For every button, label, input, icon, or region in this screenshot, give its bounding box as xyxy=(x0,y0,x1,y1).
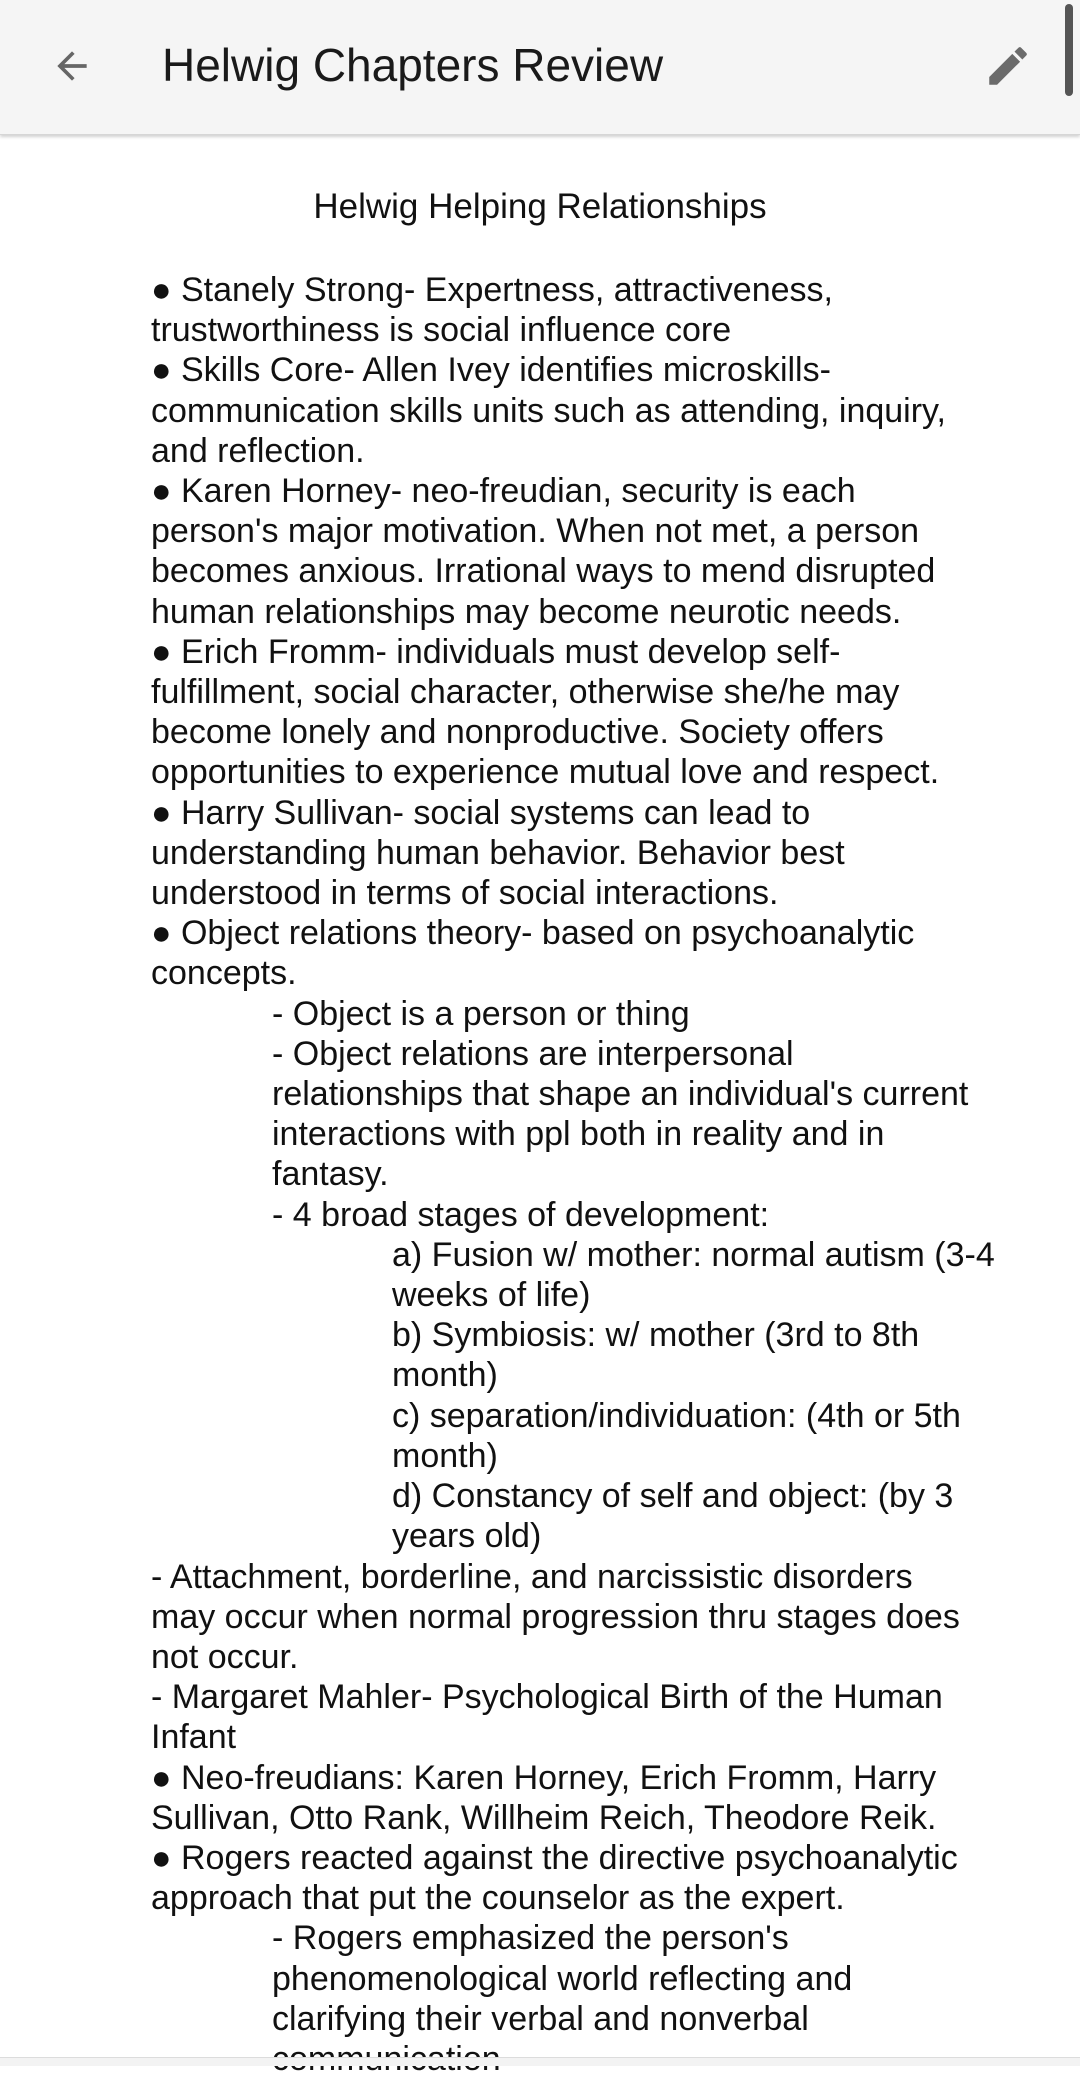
document-line: ● Harry Sullivan- social systems can lead to xyxy=(151,793,811,832)
document-line: interactions with ppl both in reality and in xyxy=(272,1115,885,1154)
document-line: phenomenological world reflecting and xyxy=(272,1959,853,1998)
document-line: may occur when normal progression thru stages does xyxy=(151,1597,960,1636)
document-body xyxy=(0,135,1080,2055)
arrow-back-icon xyxy=(50,44,94,88)
document-line: fantasy. xyxy=(272,1155,389,1194)
document-line: communication skills units such as attending, inquiry, xyxy=(151,391,946,430)
document-heading: Helwig Helping Relationships xyxy=(313,187,767,226)
document-line: person's major motivation. When not met, a person xyxy=(151,512,920,551)
document-line: a) Fusion w/ mother: normal autism (3-4 xyxy=(392,1235,995,1274)
document-line: weeks of life) xyxy=(392,1276,591,1315)
document-line: trustworthiness is social influence core xyxy=(151,311,732,350)
bottom-edge xyxy=(0,2057,1080,2066)
pencil-icon xyxy=(983,41,1033,91)
document-line: not occur. xyxy=(151,1637,299,1676)
document-line: ● Object relations theory- based on psychoanalytic xyxy=(151,914,915,953)
document-line: Infant xyxy=(151,1718,237,1757)
document-line: ● Rogers reacted against the directive psychoanalytic xyxy=(151,1838,958,1877)
edit-button[interactable] xyxy=(970,28,1046,104)
document-line: b) Symbiosis: w/ mother (3rd to 8th xyxy=(392,1316,920,1355)
document-line: Sullivan, Otto Rank, Willheim Reich, Theodore Reik. xyxy=(151,1798,937,1837)
document-line: ● Karen Horney- neo-freudian, security is each xyxy=(151,472,856,511)
document-line: d) Constancy of self and object: (by 3 xyxy=(392,1477,954,1516)
document-line: human relationships may become neurotic needs. xyxy=(151,592,902,631)
document-line: clarifying their verbal and nonverbal xyxy=(272,1999,809,2038)
document-line: c) separation/individuation: (4th or 5th xyxy=(392,1396,961,1435)
document-line: ● Neo-freudians: Karen Horney, Erich Fromm, Harry xyxy=(151,1758,937,1797)
document-line: fulfillment, social character, otherwise she/he may xyxy=(151,673,900,712)
document-line: month) xyxy=(392,1436,498,1475)
document-line: concepts. xyxy=(151,954,297,993)
document-line: - Margaret Mahler- Psychological Birth of the Human xyxy=(151,1678,943,1717)
document-line: understanding human behavior. Behavior best xyxy=(151,833,845,872)
document-line: - Rogers emphasized the person's xyxy=(272,1919,789,1958)
document-line: understood in terms of social interactions. xyxy=(151,874,779,913)
document-line: become lonely and nonproductive. Society offers xyxy=(151,713,884,752)
back-button[interactable] xyxy=(34,28,110,104)
document-line: - 4 broad stages of development: xyxy=(272,1195,770,1234)
document-line: ● Stanely Strong- Expertness, attractiveness, xyxy=(151,271,833,309)
document-line: - Object is a person or thing xyxy=(272,994,690,1033)
document-line: becomes anxious. Irrational ways to mend disrupted xyxy=(151,552,936,591)
document-line: and reflection. xyxy=(151,431,365,470)
document-line: ● Erich Fromm- individuals must develop self- xyxy=(151,632,841,671)
document-line: - Attachment, borderline, and narcissistic disorders xyxy=(151,1557,913,1596)
document-line: years old) xyxy=(392,1517,542,1556)
page-title: Helwig Chapters Review xyxy=(162,39,664,91)
document-line: opportunities to experience mutual love and respect. xyxy=(151,753,940,792)
document-line: ● Skills Core- Allen Ivey identifies microskills- xyxy=(151,351,831,390)
document-line: - Object relations are interpersonal xyxy=(272,1034,794,1073)
scrollbar-thumb[interactable] xyxy=(1065,4,1073,96)
app-bar xyxy=(0,0,1080,135)
document-line: month) xyxy=(392,1356,498,1395)
document-text xyxy=(151,270,1046,2079)
document-line: approach that put the counselor as the expert. xyxy=(151,1879,845,1918)
document-line: relationships that shape an individual's current xyxy=(272,1075,969,1114)
